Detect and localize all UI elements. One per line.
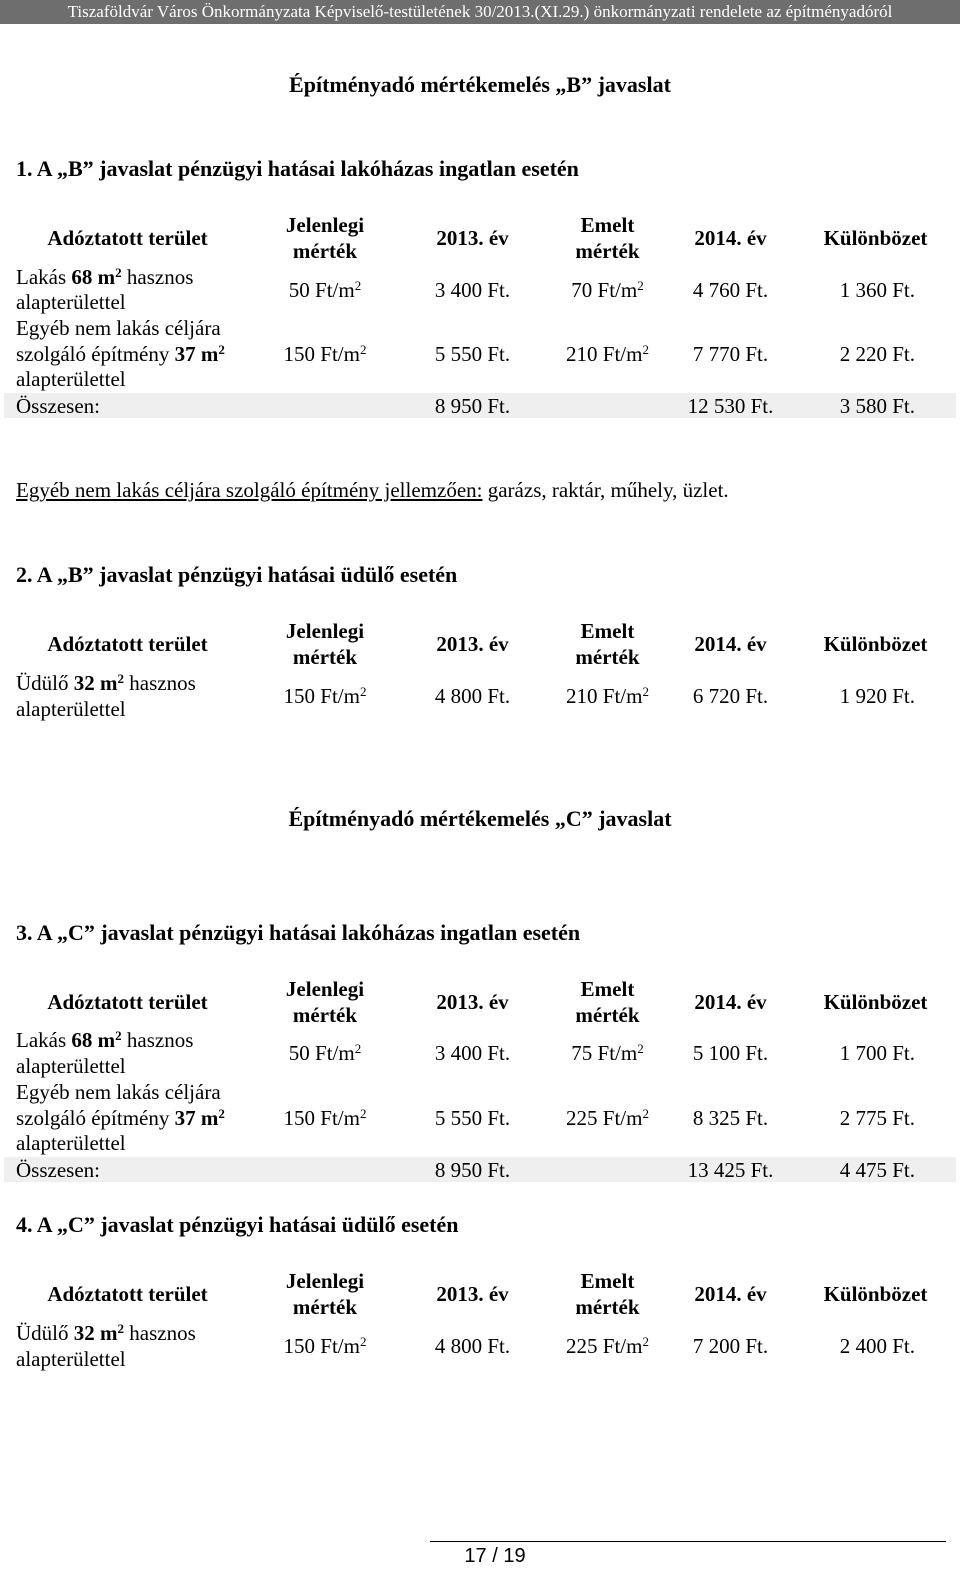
col-header-area: Adóztatott terület — [47, 632, 208, 656]
value-2014: 7 770 Ft. — [692, 342, 769, 366]
col-header-current-1: Jelenlegi — [285, 619, 365, 643]
row-label-2: alapterülettel — [16, 1347, 126, 1371]
col-header-diff: Különbözet — [823, 632, 928, 656]
new-rate: 225 $Ft/m^2$ — [566, 1334, 649, 1358]
col-header-2013: 2013. év — [436, 226, 509, 250]
row-label-2: szolgáló építmény 37 $m^2$ — [16, 342, 225, 366]
col-header-2014: 2014. év — [694, 226, 767, 250]
col-header-current-1: Jelenlegi — [285, 977, 365, 1001]
total-label: Összesen: — [16, 1158, 100, 1182]
value-2013: 5 550 Ft. — [434, 342, 511, 366]
difference: 2 400 Ft. — [839, 1334, 915, 1358]
current-rate: 50 $Ft/m^2$ — [288, 1041, 362, 1065]
current-rate: 150 $Ft/m^2$ — [283, 342, 367, 366]
col-header-new-1: Emelt — [580, 1269, 635, 1293]
col-header-new-1: Emelt — [580, 619, 635, 643]
total-label: Összesen: — [16, 394, 100, 418]
total-difference: 4 475 Ft. — [839, 1158, 915, 1182]
total-2014: 12 530 Ft. — [687, 394, 774, 418]
total-difference: 3 580 Ft. — [839, 394, 915, 418]
row-label-3: alapterülettel — [16, 367, 126, 391]
note — [16, 477, 729, 503]
value-2013: 5 550 Ft. — [434, 1106, 511, 1130]
row-label-2: alapterülettel — [16, 697, 126, 721]
row-label: Lakás 68 $m^2$ hasznos — [16, 1028, 194, 1052]
col-header-2014: 2014. év — [694, 632, 767, 656]
col-header-current-2: mérték — [292, 239, 358, 263]
value-2013: 3 400 Ft. — [434, 278, 511, 302]
new-rate: 210 $Ft/m^2$ — [566, 684, 649, 708]
col-header-2014: 2014. év — [694, 1282, 767, 1306]
col-header-area: Adóztatott terület — [47, 990, 208, 1014]
row-label-3: alapterülettel — [16, 1131, 126, 1155]
note-rest: garázs, raktár, műhely, üzlet. — [482, 478, 729, 502]
difference: 2 775 Ft. — [839, 1106, 915, 1130]
row-label-2: alapterülettel — [16, 1054, 126, 1078]
value-2014: 6 720 Ft. — [692, 684, 769, 708]
difference: 1 920 Ft. — [839, 684, 915, 708]
col-header-area: Adóztatott terület — [47, 226, 208, 250]
section-4-title: 4. A „C” javaslat pénzügyi hatásai üdülő esetén — [16, 1212, 459, 1237]
row-label-2: alapterülettel — [16, 290, 126, 314]
col-header-current-2: mérték — [292, 1295, 358, 1319]
col-header-diff: Különbözet — [823, 226, 928, 250]
section-3-title: 3. A „C” javaslat pénzügyi hatásai lakóházas ingatlan esetén — [16, 920, 581, 945]
col-header-diff: Különbözet — [823, 1282, 928, 1306]
current-rate: 150 $Ft/m^2$ — [283, 1334, 367, 1358]
row-label-2: szolgáló építmény 37 $m^2$ — [16, 1106, 225, 1130]
difference: 1 360 Ft. — [839, 278, 915, 302]
total-2014: 13 425 Ft. — [687, 1158, 774, 1182]
value-2014: 7 200 Ft. — [692, 1334, 769, 1358]
current-rate: 150 $Ft/m^2$ — [283, 1106, 367, 1130]
new-rate: 210 $Ft/m^2$ — [566, 342, 649, 366]
col-header-current-2: mérték — [292, 1003, 358, 1027]
col-header-current-2: mérték — [292, 645, 358, 669]
value-2014: 5 100 Ft. — [692, 1041, 769, 1065]
value-2014: 8 325 Ft. — [692, 1106, 769, 1130]
row-label: Üdülő 32 $m^2$ hasznos — [16, 671, 196, 695]
col-header-diff: Különbözet — [823, 990, 928, 1014]
total-2013: 8 950 Ft. — [434, 1158, 511, 1182]
value-2013: 4 800 Ft. — [434, 1334, 511, 1358]
current-rate: 150 $Ft/m^2$ — [283, 684, 367, 708]
note-underlined: Egyéb nem lakás céljára szolgáló építmény jellemzően: — [16, 478, 483, 502]
page-number: 17 / 19 — [464, 1545, 526, 1567]
footer-divider — [430, 1541, 946, 1542]
col-header-new-2: mérték — [575, 645, 640, 669]
new-rate: 75 $Ft/m^2$ — [571, 1041, 644, 1065]
col-header-2013: 2013. év — [436, 990, 509, 1014]
difference: 2 220 Ft. — [839, 342, 915, 366]
col-header-new-1: Emelt — [580, 213, 635, 237]
row-label: Egyéb nem lakás céljára — [16, 316, 221, 340]
row-label: Üdülő 32 $m^2$ hasznos — [16, 1321, 196, 1345]
col-header-2013: 2013. év — [436, 632, 509, 656]
value-2014: 4 760 Ft. — [692, 278, 769, 302]
proposal-b-title: Építményadó mértékemelés „B” javaslat — [289, 72, 671, 97]
col-header-new-1: Emelt — [580, 977, 635, 1001]
col-header-2014: 2014. év — [694, 990, 767, 1014]
col-header-current-1: Jelenlegi — [285, 213, 365, 237]
running-header: Tiszaföldvár Város Önkormányzata Képviselő-testületének 30/2013.(XI.29.) önkormányzati rendelete az építményadóról — [0, 0, 960, 24]
value-2013: 3 400 Ft. — [434, 1041, 511, 1065]
row-label: Egyéb nem lakás céljára — [16, 1080, 221, 1104]
value-2013: 4 800 Ft. — [434, 684, 511, 708]
difference: 1 700 Ft. — [839, 1041, 915, 1065]
section-1-title: 1. A „B” javaslat pénzügyi hatásai lakóházas ingatlan esetén — [16, 156, 579, 181]
new-rate: 70 $Ft/m^2$ — [571, 278, 644, 302]
total-2013: 8 950 Ft. — [434, 394, 511, 418]
proposal-c-title: Építményadó mértékemelés „C” javaslat — [288, 806, 672, 831]
col-header-new-2: mérték — [575, 239, 640, 263]
current-rate: 50 $Ft/m^2$ — [288, 278, 362, 302]
col-header-2013: 2013. év — [436, 1282, 509, 1306]
col-header-area: Adóztatott terület — [47, 1282, 208, 1306]
col-header-new-2: mérték — [575, 1003, 640, 1027]
col-header-new-2: mérték — [575, 1295, 640, 1319]
section-2-title: 2. A „B” javaslat pénzügyi hatásai üdülő esetén — [16, 562, 458, 587]
row-label: Lakás 68 $m^2$ hasznos — [16, 265, 194, 289]
col-header-current-1: Jelenlegi — [285, 1269, 365, 1293]
new-rate: 225 $Ft/m^2$ — [566, 1106, 649, 1130]
